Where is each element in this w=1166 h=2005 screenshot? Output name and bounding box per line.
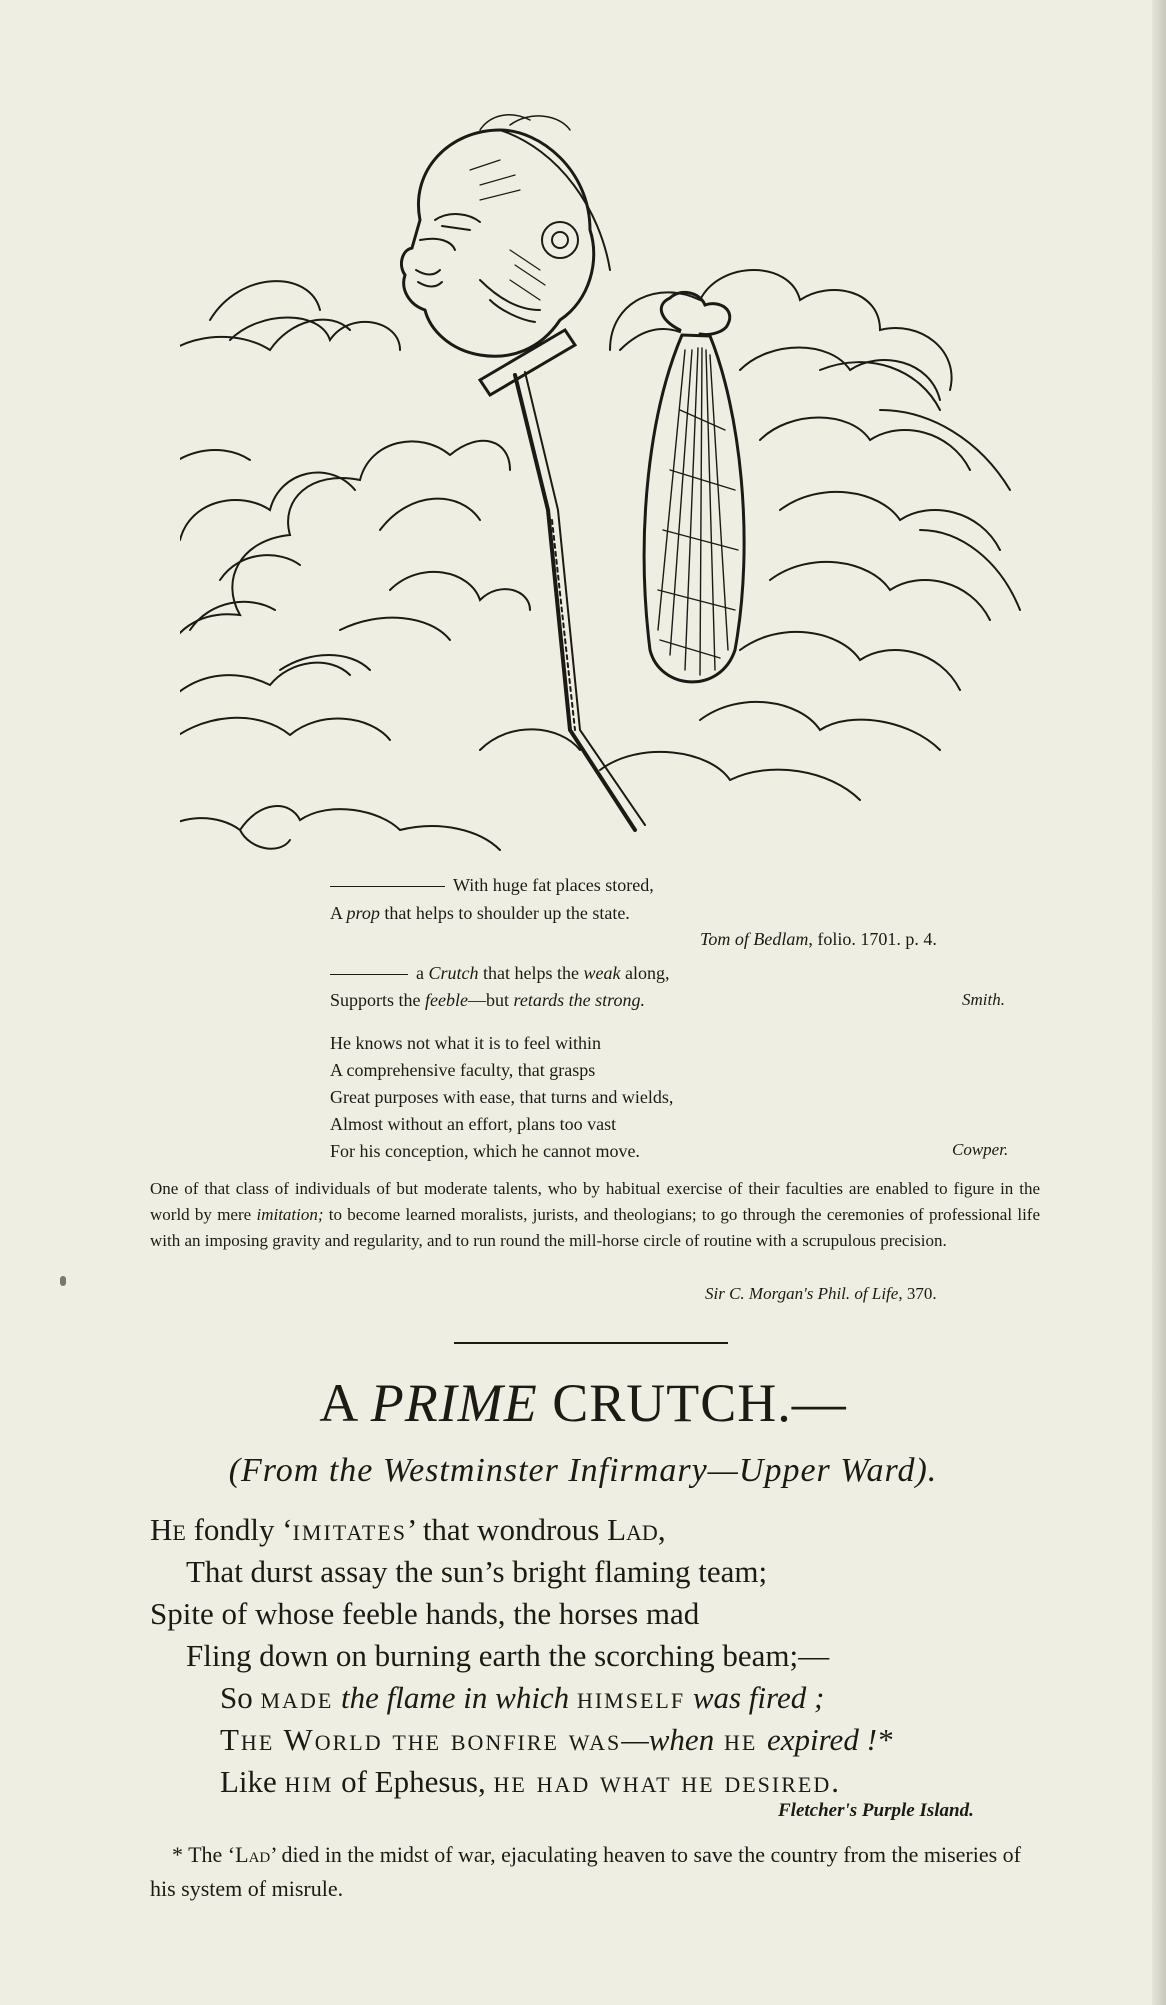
smallcaps: him <box>284 1764 334 1799</box>
epigraph-3-line-5: For his conception, which he cannot move. <box>330 1141 640 1161</box>
epigraph-1-source <box>700 926 937 953</box>
prose-quotation <box>150 1176 1040 1254</box>
text: that helps the <box>478 963 584 983</box>
title-text: CRUTCH.— <box>537 1373 847 1433</box>
verse-line-6 <box>220 1722 892 1758</box>
epigraph-3-line-2: A comprehensive faculty, that grasps <box>330 1060 596 1080</box>
emphasis: —when <box>621 1722 715 1757</box>
smallcaps: made <box>260 1680 334 1715</box>
text: to become learned moralists, jurists, and theologians; to go through the ceremonies of professional life with an imposing gravity and regularity, and to run round the mill-horse circle of routine with a scrupulous precision. <box>150 1205 1040 1250</box>
emphasis: prop <box>346 903 380 923</box>
title-text: A <box>319 1373 371 1433</box>
page-title <box>0 1372 1166 1434</box>
verse-line-4: Fling down on burning earth the scorching beam;— <box>186 1638 830 1673</box>
text: , <box>657 1512 666 1547</box>
epigraph-2-source: Smith. <box>962 990 1005 1009</box>
emphasis: expired !* <box>767 1722 893 1757</box>
epigraph-1-line-1 <box>330 872 654 899</box>
smallcaps: The World the bonfire was <box>220 1722 622 1757</box>
smallcaps: he had what he desired. <box>493 1764 841 1799</box>
footnote <box>150 1838 1030 1906</box>
text: Like <box>220 1764 285 1799</box>
text: fondly ‘ <box>185 1512 293 1547</box>
source-detail: , folio. 1701. p. 4. <box>808 929 937 949</box>
text: a <box>416 963 429 983</box>
page-edge-shadow <box>1152 0 1166 2005</box>
epigraph-2-line-2 <box>330 987 645 1014</box>
verse-source: Fletcher's Purple Island. <box>778 1800 974 1821</box>
epigraph-1-line-2 <box>330 900 630 927</box>
verse-line-3: Spite of whose feeble hands, the horses mad <box>150 1596 700 1631</box>
crutch-caricature-illustration <box>180 110 1040 870</box>
text: that helps to shoulder up the state. <box>379 903 630 923</box>
emphasis: feeble <box>425 990 468 1010</box>
text: ’ died in the midst of war, ejaculating heaven to save the country from the miseries of his system of misrule. <box>150 1842 1021 1901</box>
page-subtitle: (From the Westminster Infirmary—Upper Ward). <box>228 1452 938 1489</box>
text: One of that class of individuals of but moderate talents, who by habitual exercise of their faculties are enabled to figure in the world by mere <box>150 1179 1040 1224</box>
ink-speck <box>60 1276 66 1286</box>
dash-rule <box>330 886 445 887</box>
source-title: Sir C. Morgan's Phil. of Life, <box>705 1284 903 1303</box>
title-emphasis: PRIME <box>370 1373 538 1433</box>
epigraph-3-line-4: Almost without an effort, plans too vast <box>330 1114 617 1134</box>
smallcaps: Lad <box>607 1512 658 1547</box>
text: So <box>220 1680 261 1715</box>
epigraph-3-source: Cowper. <box>952 1140 1009 1159</box>
smallcaps: He <box>150 1512 186 1547</box>
emphasis: imitation; <box>256 1205 324 1224</box>
smallcaps: he <box>714 1722 768 1757</box>
source-page: 370. <box>902 1284 937 1303</box>
section-rule <box>454 1342 728 1344</box>
smallcaps: himself <box>576 1680 686 1715</box>
text: of Ephesus, <box>333 1764 494 1799</box>
emphasis: weak <box>583 963 621 983</box>
text: —but <box>468 990 514 1010</box>
emphasis: the flame in which <box>333 1680 577 1715</box>
text: A <box>330 903 347 923</box>
dash-rule <box>330 974 408 975</box>
verse-line-1 <box>150 1512 666 1548</box>
emphasis: Crutch <box>428 963 479 983</box>
emphasis: was fired ; <box>685 1680 825 1715</box>
epigraph-2-line-1 <box>330 960 669 987</box>
epigraph-3-line-1: He knows not what it is to feel within <box>330 1033 601 1053</box>
text: along, <box>620 963 670 983</box>
emphasis: retards the strong. <box>513 990 646 1010</box>
epigraph-1-text-1: With huge fat places stored, <box>453 875 654 895</box>
source-title: Tom of Bedlam <box>700 929 809 949</box>
text: ’ that wondrous <box>407 1512 608 1547</box>
prose-source <box>705 1284 937 1304</box>
text: Supports the <box>330 990 426 1010</box>
text: * The ‘ <box>172 1842 236 1867</box>
epigraph-3-line-3: Great purposes with ease, that turns and wields, <box>330 1087 674 1107</box>
verse-line-7 <box>220 1764 841 1800</box>
smallcaps: imitates <box>292 1512 408 1547</box>
verse-line-2: That durst assay the sun’s bright flaming team; <box>186 1554 768 1589</box>
smallcaps: Lad <box>235 1842 271 1867</box>
verse-line-5 <box>220 1680 824 1716</box>
